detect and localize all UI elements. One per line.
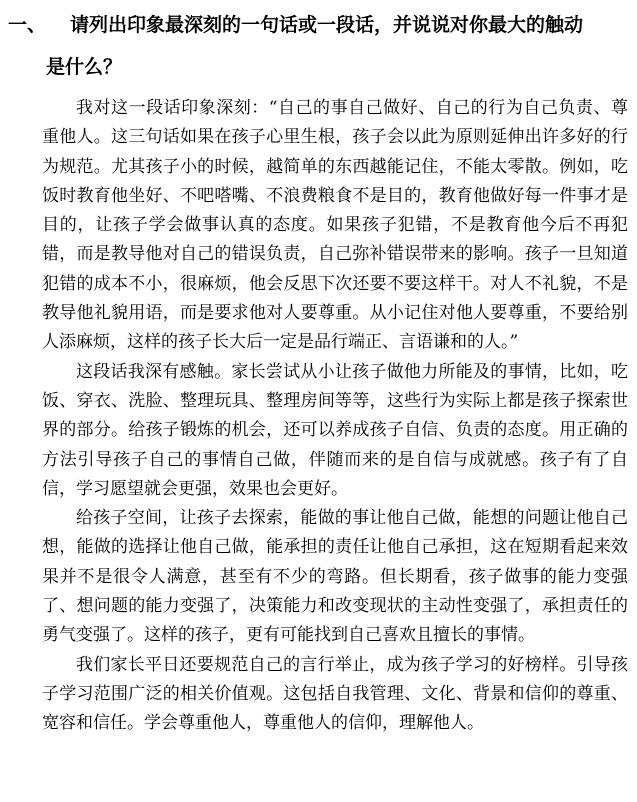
answer-body [42,94,628,739]
question-heading [8,4,630,88]
question-number: 一、 [8,14,47,36]
question-text-line2: 是什么？ [46,56,123,78]
paragraph-role-model: 我们家长平日还要规范自己的言行举止，成为孩子学习的好榜样。引导孩子学习范围广泛的相关价值观。这包括自我管理、文化、背景和信仰的尊重、宽容和信任。学会尊重他人，尊重他人的信仰，理解他人。 [42,654,628,734]
question-text-line1: 请列出印象最深刻的一句话或一段话，并说说对你最大的触动 [70,14,584,36]
paragraph-reflection: 这段话我深有感触。家长尝试从小让孩子做他力所能及的事情，比如，吃饭、穿衣、洗脸、整理玩具、整理房间等等，这些行为实际上都是孩子探索世界的部分。给孩子锻炼的机会，还可以养成孩子自信、负责的态度。用正确的方法引导孩子自己的事情自己做，伴随而来的是自信与成就感。孩子有了自信，学习愿望就会更强，效果也会更好。 [42,361,628,499]
paragraph-space: 给孩子空间，让孩子去探索，能做的事让他自己做，能想的问题让他自己想，能做的选择让他自己做，能承担的责任让他自己承担，这在短期看起来效果并不是很令人满意，甚至有不少的弯路。但长期看，孩子做事的能力变强了、想问题的能力变强了，决策能力和改变现状的主动性变强了，承担责任的勇气变强了。这样的孩子，更有可能找到自己喜欢且擅长的事情。 [42,508,628,646]
paragraph-quote: 我对这一段话印象深刻：“自己的事自己做好、自己的行为自己负责、尊重他人。这三句话如果在孩子心里生根，孩子会以此为原则延伸出许多好的行为规范。尤其孩子小的时候，越简单的东西越能记住，不能太零散。例如，吃饭时教育他坐好、不吧嗒嘴、不浪费粮食不是目的，教育他做好每一件事才是目的，让孩子学会做事认真的态度。如果孩子犯错，不是教育他今后不再犯错，而是教导他对自己的错误负责，自己弥补错误带来的影响。孩子一旦知道犯错的成本不小，很麻烦，他会反思下次还要不要这样干。对人不礼貌，不是教导他礼貌用语，而是要求他对人要尊重。从小记住对他人要尊重，不要给别人添麻烦，这样的孩子长大后一定是品行端正、言语谦和的人。” [42,98,628,353]
